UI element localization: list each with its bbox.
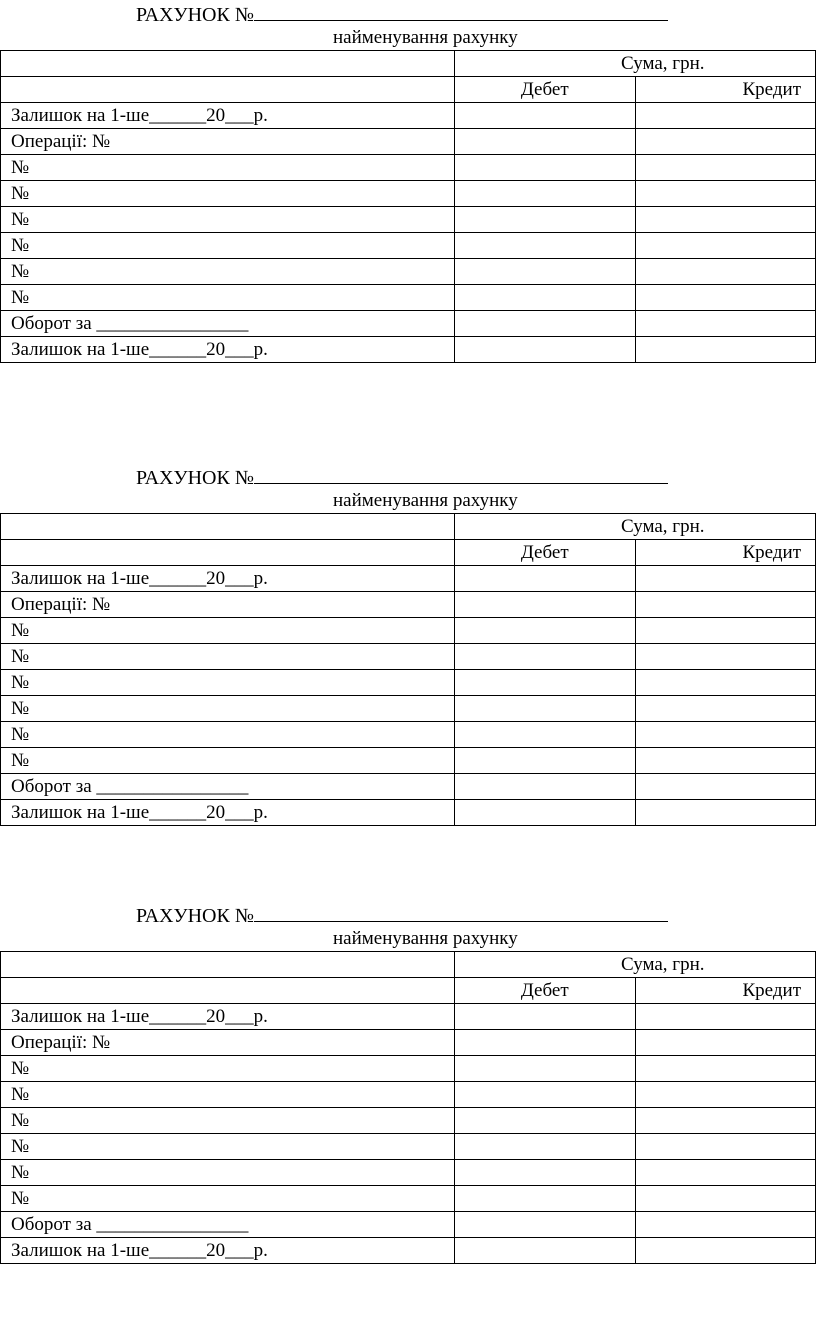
table-row [1,337,816,363]
debit-cell[interactable] [455,207,636,233]
credit-cell[interactable] [635,800,816,826]
credit-cell[interactable] [635,644,816,670]
debit-cell[interactable] [455,1186,636,1212]
debit-cell[interactable] [455,233,636,259]
header-credit: Кредит [635,978,816,1004]
debit-cell[interactable] [455,1030,636,1056]
account-title [136,2,668,27]
credit-cell[interactable] [635,1004,816,1030]
debit-cell[interactable] [455,1134,636,1160]
table-row [1,670,816,696]
row-label: № [1,1108,455,1134]
credit-cell[interactable] [635,566,816,592]
credit-cell[interactable] [635,1238,816,1264]
debit-cell[interactable] [455,644,636,670]
credit-cell[interactable] [635,285,816,311]
row-label: Залишок на 1-ше______20___р. [1,337,455,363]
row-label: № [1,181,455,207]
account-title [136,465,668,490]
header-debit: Дебет [455,77,636,103]
credit-cell[interactable] [635,311,816,337]
table-row [1,285,816,311]
row-label: Операції: № [1,592,455,618]
debit-cell[interactable] [455,1056,636,1082]
header-empty [1,77,455,103]
table-row [1,1134,816,1160]
debit-cell[interactable] [455,129,636,155]
table-row [1,259,816,285]
table-row [1,155,816,181]
table-row [1,722,816,748]
credit-cell[interactable] [635,1160,816,1186]
header-row [1,51,816,77]
account-table [0,951,816,1264]
row-label: № [1,1160,455,1186]
table-row [1,644,816,670]
debit-cell[interactable] [455,618,636,644]
row-label: Оборот за ________________ [1,774,455,800]
table-row [1,618,816,644]
account-form [0,0,816,365]
account-number-field[interactable] [254,2,668,21]
credit-cell[interactable] [635,1082,816,1108]
debit-cell[interactable] [455,748,636,774]
debit-cell[interactable] [455,1082,636,1108]
row-label: № [1,155,455,181]
table-row [1,1082,816,1108]
account-form [0,901,816,1266]
account-table [0,50,816,363]
row-label: № [1,285,455,311]
row-label: № [1,1134,455,1160]
credit-cell[interactable] [635,1134,816,1160]
row-label: № [1,1056,455,1082]
table-row [1,1056,816,1082]
row-label: № [1,1186,455,1212]
debit-cell[interactable] [455,311,636,337]
table-row [1,1186,816,1212]
account-name-caption: найменування рахунку [333,928,518,949]
header-sum: Сума, грн. [455,51,816,77]
credit-cell[interactable] [635,155,816,181]
credit-cell[interactable] [635,103,816,129]
account-title [136,903,668,928]
debit-cell[interactable] [455,774,636,800]
table-row [1,1238,816,1264]
table-row [1,103,816,129]
header-sum: Сума, грн. [455,514,816,540]
row-label: № [1,1082,455,1108]
credit-cell[interactable] [635,233,816,259]
row-label: Залишок на 1-ше______20___р. [1,800,455,826]
header-row [1,952,816,978]
debit-cell[interactable] [455,1160,636,1186]
account-form [0,463,816,828]
header-row [1,540,816,566]
debit-cell[interactable] [455,696,636,722]
debit-cell[interactable] [455,1212,636,1238]
header-row [1,77,816,103]
title-label: РАХУНОК № [136,905,254,927]
row-label: № [1,696,455,722]
header-empty [1,51,455,77]
header-debit: Дебет [455,978,636,1004]
row-label: № [1,259,455,285]
row-label: Залишок на 1-ше______20___р. [1,103,455,129]
row-label: № [1,207,455,233]
header-sum: Сума, грн. [455,952,816,978]
debit-cell[interactable] [455,566,636,592]
table-row [1,1160,816,1186]
header-empty [1,952,455,978]
row-label: Залишок на 1-ше______20___р. [1,566,455,592]
header-empty [1,540,455,566]
credit-cell[interactable] [635,1030,816,1056]
debit-cell[interactable] [455,800,636,826]
debit-cell[interactable] [455,670,636,696]
header-row [1,978,816,1004]
debit-cell[interactable] [455,155,636,181]
account-number-field[interactable] [254,465,668,484]
credit-cell[interactable] [635,696,816,722]
debit-cell[interactable] [455,285,636,311]
row-label: Оборот за ________________ [1,311,455,337]
row-label: Оборот за ________________ [1,1212,455,1238]
header-debit: Дебет [455,540,636,566]
table-row [1,566,816,592]
row-label: № [1,722,455,748]
header-credit: Кредит [635,77,816,103]
account-name-caption: найменування рахунку [333,490,518,511]
debit-cell[interactable] [455,103,636,129]
credit-cell[interactable] [635,129,816,155]
row-label: Залишок на 1-ше______20___р. [1,1238,455,1264]
row-label: № [1,670,455,696]
credit-cell[interactable] [635,774,816,800]
table-row [1,592,816,618]
table-row [1,181,816,207]
account-number-field[interactable] [254,903,668,922]
credit-cell[interactable] [635,259,816,285]
table-row [1,1212,816,1238]
debit-cell[interactable] [455,1108,636,1134]
table-row [1,800,816,826]
credit-cell[interactable] [635,181,816,207]
table-row [1,696,816,722]
table-row [1,207,816,233]
debit-cell[interactable] [455,259,636,285]
header-row [1,514,816,540]
title-label: РАХУНОК № [136,4,254,26]
row-label: № [1,618,455,644]
header-empty [1,978,455,1004]
debit-cell[interactable] [455,592,636,618]
credit-cell[interactable] [635,1212,816,1238]
table-row [1,748,816,774]
row-label: № [1,748,455,774]
credit-cell[interactable] [635,670,816,696]
account-name-caption: найменування рахунку [333,27,518,48]
debit-cell[interactable] [455,181,636,207]
debit-cell[interactable] [455,722,636,748]
credit-cell[interactable] [635,618,816,644]
row-label: Залишок на 1-ше______20___р. [1,1004,455,1030]
account-table [0,513,816,826]
debit-cell[interactable] [455,1238,636,1264]
row-label: Операції: № [1,129,455,155]
debit-cell[interactable] [455,337,636,363]
title-label: РАХУНОК № [136,467,254,489]
credit-cell[interactable] [635,337,816,363]
row-label: № [1,233,455,259]
credit-cell[interactable] [635,592,816,618]
credit-cell[interactable] [635,1108,816,1134]
credit-cell[interactable] [635,207,816,233]
table-row [1,311,816,337]
header-empty [1,514,455,540]
credit-cell[interactable] [635,1056,816,1082]
row-label: Операції: № [1,1030,455,1056]
table-row [1,1030,816,1056]
credit-cell[interactable] [635,748,816,774]
table-row [1,233,816,259]
table-row [1,1108,816,1134]
credit-cell[interactable] [635,1186,816,1212]
table-row [1,129,816,155]
table-row [1,1004,816,1030]
row-label: № [1,644,455,670]
debit-cell[interactable] [455,1004,636,1030]
table-row [1,774,816,800]
credit-cell[interactable] [635,722,816,748]
header-credit: Кредит [635,540,816,566]
